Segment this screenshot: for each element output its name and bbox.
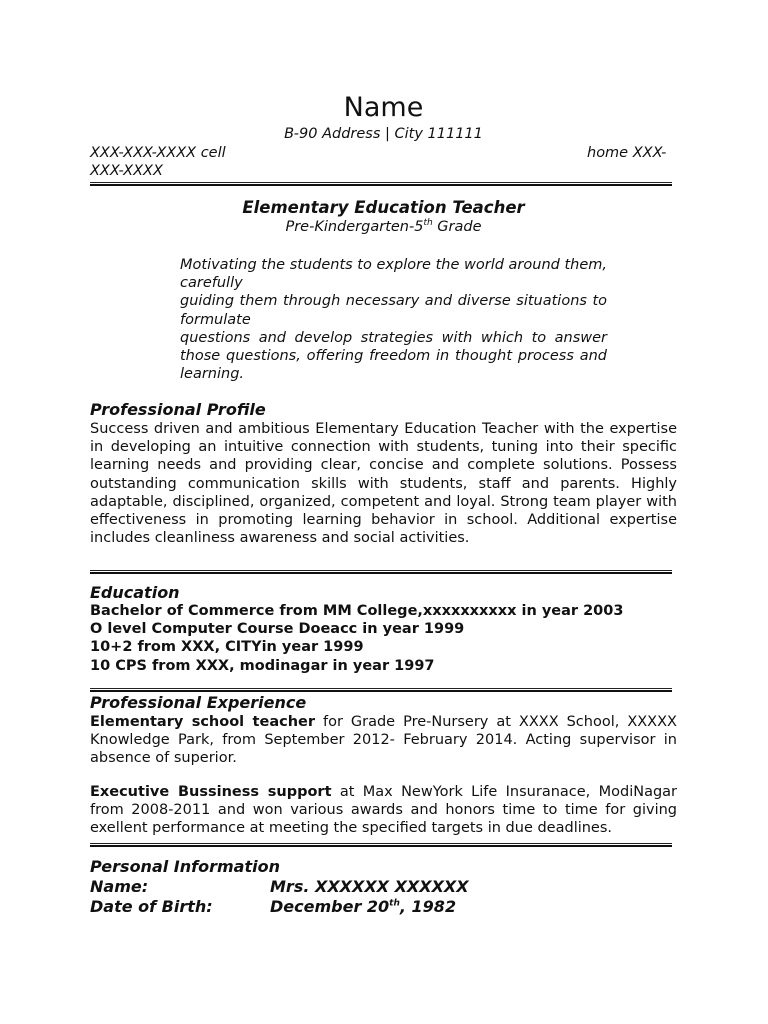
header-divider [90,182,672,186]
profile-heading: Professional Profile [90,400,266,419]
dob-sup: th [389,898,400,909]
objective-statement [180,256,607,383]
education-item: 10 CPS from XXX, modinagar in year 1997 [90,657,435,674]
dob-prefix: December 20 [270,897,390,916]
home-phone: home XXX- [587,145,667,161]
cell-phone: XXX-XXX-XXXX cell [90,145,226,161]
experience-heading: Professional Experience [90,693,307,712]
profile-text: Success driven and ambitious Elementary Education Teacher with the expertise in developing an intuitive connection with students, tuning into their specific learning needs and providing clear, concise and complete solutions. Possess outstanding communication skills with students, staff and parents. Highly adaptable, disciplined, organized, competent and loyal. Strong team player with effectiveness in promoting learning behavior in school. Additional expertise includes cleanliness awareness and social activities. [90,421,677,547]
name-value: Mrs. XXXXXX XXXXXX [270,877,469,896]
personal-heading: Personal Information [90,857,280,876]
personal-dob-row [90,897,457,916]
grade-range-sup: th [423,218,433,229]
experience-job [90,783,677,838]
profile-divider [90,570,672,574]
education-list [90,602,623,675]
grade-range-prefix: Pre-Kindergarten-5 [285,219,424,235]
dob-value [270,897,456,916]
personal-name-row [90,877,469,896]
objective-line: questions and develop strategies with which to answer those questions, offering freedom in thought process and learning. [180,329,607,383]
dob-label: Date of Birth: [90,897,213,916]
candidate-name: Name [343,92,424,123]
education-heading: Education [90,583,180,602]
job-details: for Grade Pre-Nursery at XXXX School, XXXXX Knowledge Park, from September 2012- February 2014. Acting supervisor in absence of superior. [90,714,677,767]
education-item: 10+2 from XXX, CITYin year 1999 [90,639,364,656]
experience-job [90,713,677,768]
experience-divider [90,843,672,847]
objective-line: Motivating the students to explore the world around them, carefully [180,257,607,292]
name-label: Name: [90,877,149,896]
education-divider [90,688,672,692]
job-role: Executive Bussiness support [90,784,332,800]
objective-line: guiding them through necessary and diverse situations to formulate [180,293,607,328]
job-title: Elementary Education Teacher [242,198,525,217]
dob-suffix: , 1982 [399,897,457,916]
grade-range-suffix: Grade [432,219,482,235]
grade-range [90,219,677,235]
address-line: B-90 Address | City 111111 [284,126,483,142]
education-item: Bachelor of Commerce from MM College,xxxxxxxxxx in year 2003 [90,603,624,619]
job-role: Elementary school teacher [90,714,316,730]
education-item: O level Computer Course Doeacc in year 1999 [90,621,465,638]
job-details: at Max NewYork Life Insuranace, ModiNagar from 2008-2011 and won various awards and honors time to time for giving exellent performance at meeting the specified targets in due deadlines. [90,784,678,837]
home-phone-continued: XXX-XXXX [90,163,163,179]
